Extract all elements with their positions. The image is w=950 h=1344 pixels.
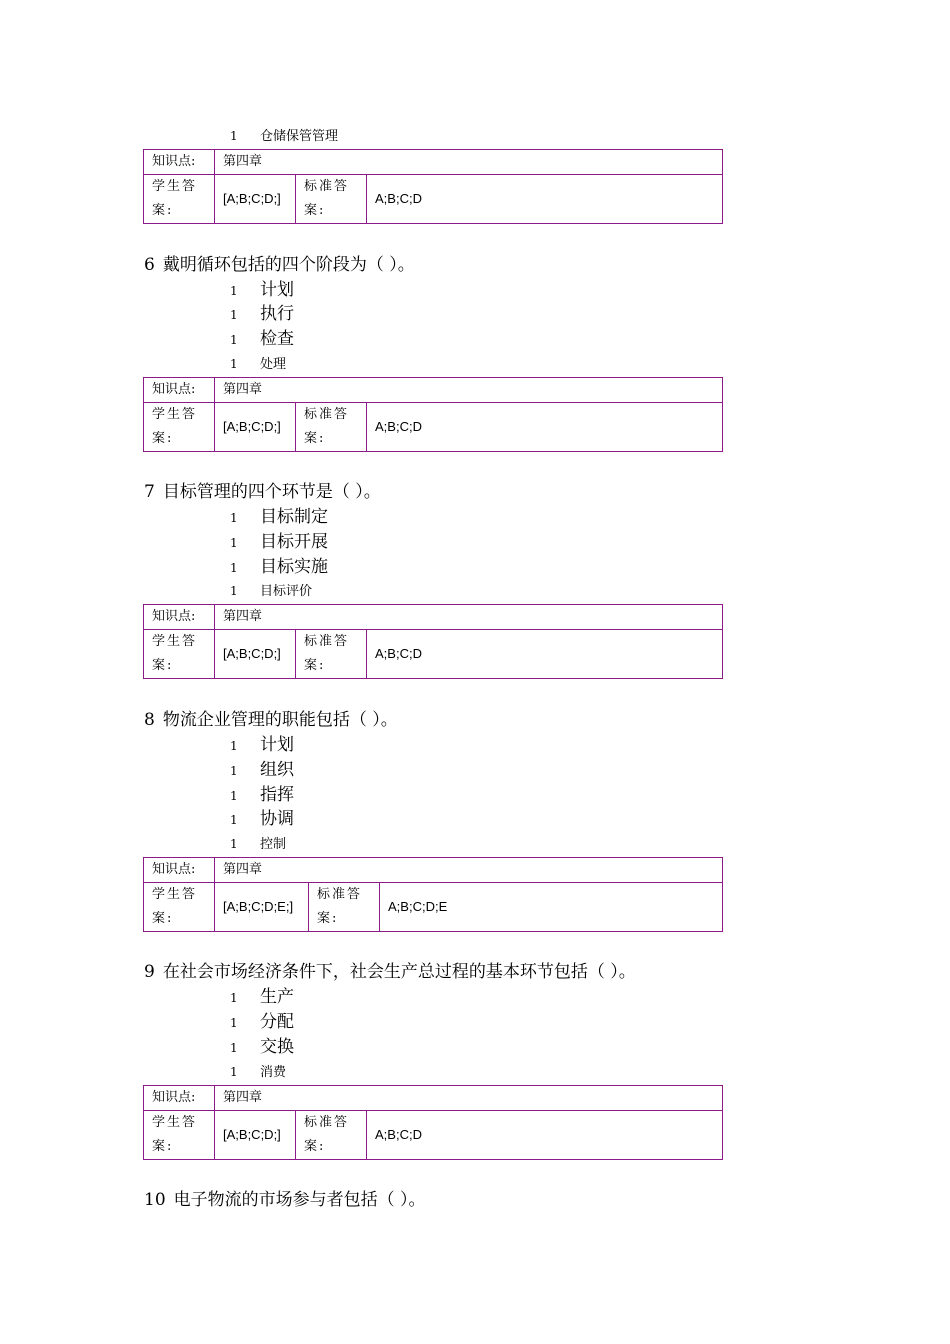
student-answer-value: [A;B;C;D;] — [215, 630, 296, 679]
option-item — [230, 1061, 286, 1084]
option-text: 协调 — [260, 809, 294, 829]
option-number: 1 — [230, 584, 238, 598]
option-text: 分配 — [260, 1012, 294, 1032]
knowledge-point-value: 第四章 — [215, 1086, 723, 1111]
option-number: 1 — [230, 1065, 238, 1079]
standard-answer-label: 标准答案: — [296, 1111, 367, 1160]
option-number: 1 — [230, 511, 238, 525]
knowledge-point-value: 第四章 — [215, 150, 723, 175]
question-text: 物流企业管理的职能包括（ ）。 — [162, 710, 398, 730]
option-text: 目标实施 — [260, 557, 328, 577]
option-item — [230, 808, 294, 831]
question-text: 在社会市场经济条件下，社会生产总过程的基本环节包括（ ）。 — [162, 962, 636, 982]
option-item — [230, 833, 286, 856]
option-text: 控制 — [260, 837, 287, 852]
option-number: 1 — [230, 129, 238, 143]
question-text: 电子物流的市场参与者包括（ ）。 — [173, 1190, 426, 1210]
option-number: 1 — [230, 333, 238, 347]
option-item — [230, 303, 294, 326]
student-answer-value: [A;B;C;D;] — [215, 175, 296, 224]
option-item — [230, 506, 328, 529]
student-answer-label: 学生答案: — [144, 175, 215, 224]
option-number: 1 — [230, 561, 238, 575]
student-answer-label: 学生答案: — [144, 1111, 215, 1160]
answer-table — [143, 604, 723, 679]
question-number: 6 — [144, 255, 155, 275]
knowledge-point-label: 知识点: — [144, 605, 215, 630]
option-item — [230, 556, 328, 579]
option-item — [230, 328, 294, 351]
option-item — [230, 734, 294, 757]
option-text: 目标评价 — [260, 584, 313, 599]
knowledge-point-label: 知识点: — [144, 378, 215, 403]
option-number: 1 — [230, 813, 238, 827]
question-9 — [144, 961, 636, 983]
option-text: 处理 — [260, 357, 287, 372]
standard-answer-value: A;B;C;D — [367, 630, 723, 679]
option-item — [230, 531, 328, 554]
question-number: 7 — [144, 482, 155, 502]
knowledge-point-value: 第四章 — [215, 378, 723, 403]
option-item — [230, 353, 286, 376]
option-number: 1 — [230, 739, 238, 753]
option-item — [230, 125, 338, 148]
option-item — [230, 1011, 294, 1034]
question-text: 目标管理的四个环节是（ ）。 — [162, 482, 381, 502]
option-text: 执行 — [260, 304, 294, 324]
option-item — [230, 986, 294, 1009]
standard-answer-label: 标准答案: — [296, 175, 367, 224]
question-6 — [144, 254, 415, 276]
answer-table — [143, 1085, 723, 1160]
question-7 — [144, 481, 381, 503]
standard-answer-label: 标准答案: — [296, 630, 367, 679]
question-number: 10 — [144, 1190, 166, 1210]
standard-answer-value: A;B;C;D — [367, 1111, 723, 1160]
option-text: 目标制定 — [260, 507, 328, 527]
student-answer-label: 学生答案: — [144, 883, 215, 932]
standard-answer-value: A;B;C;D;E — [380, 883, 723, 932]
student-answer-label: 学生答案: — [144, 630, 215, 679]
knowledge-point-label: 知识点: — [144, 858, 215, 883]
option-text: 检查 — [260, 329, 294, 349]
option-text: 指挥 — [260, 785, 294, 805]
knowledge-point-value: 第四章 — [215, 858, 723, 883]
student-answer-value: [A;B;C;D;] — [215, 403, 296, 452]
option-item — [230, 1036, 294, 1059]
answer-table — [143, 857, 723, 932]
option-item — [230, 784, 294, 807]
option-number: 1 — [230, 1016, 238, 1030]
option-text: 计划 — [260, 735, 294, 755]
knowledge-point-value: 第四章 — [215, 605, 723, 630]
question-number: 8 — [144, 710, 155, 730]
question-number: 9 — [144, 962, 155, 982]
option-number: 1 — [230, 789, 238, 803]
standard-answer-value: A;B;C;D — [367, 175, 723, 224]
option-text: 消费 — [260, 1065, 287, 1080]
option-text: 交换 — [260, 1037, 294, 1057]
option-number: 1 — [230, 308, 238, 322]
student-answer-value: [A;B;C;D;] — [215, 1111, 296, 1160]
option-item — [230, 759, 294, 782]
question-10 — [144, 1189, 426, 1211]
question-8 — [144, 709, 398, 731]
option-number: 1 — [230, 536, 238, 550]
option-text: 目标开展 — [260, 532, 328, 552]
option-number: 1 — [230, 764, 238, 778]
option-item — [230, 279, 294, 302]
option-item — [230, 580, 312, 603]
option-number: 1 — [230, 284, 238, 298]
standard-answer-label: 标准答案: — [309, 883, 380, 932]
option-number: 1 — [230, 991, 238, 1005]
option-text: 计划 — [260, 280, 294, 300]
option-number: 1 — [230, 357, 238, 371]
knowledge-point-label: 知识点: — [144, 150, 215, 175]
standard-answer-label: 标准答案: — [296, 403, 367, 452]
answer-table — [143, 149, 723, 224]
knowledge-point-label: 知识点: — [144, 1086, 215, 1111]
answer-table — [143, 377, 723, 452]
option-text: 生产 — [260, 987, 294, 1007]
student-answer-label: 学生答案: — [144, 403, 215, 452]
option-text: 组织 — [260, 760, 294, 780]
question-text: 戴明循环包括的四个阶段为（ ）。 — [162, 255, 415, 275]
option-text: 仓储保管管理 — [260, 129, 339, 144]
standard-answer-value: A;B;C;D — [367, 403, 723, 452]
student-answer-value: [A;B;C;D;E;] — [215, 883, 309, 932]
option-number: 1 — [230, 1041, 238, 1055]
option-number: 1 — [230, 837, 238, 851]
